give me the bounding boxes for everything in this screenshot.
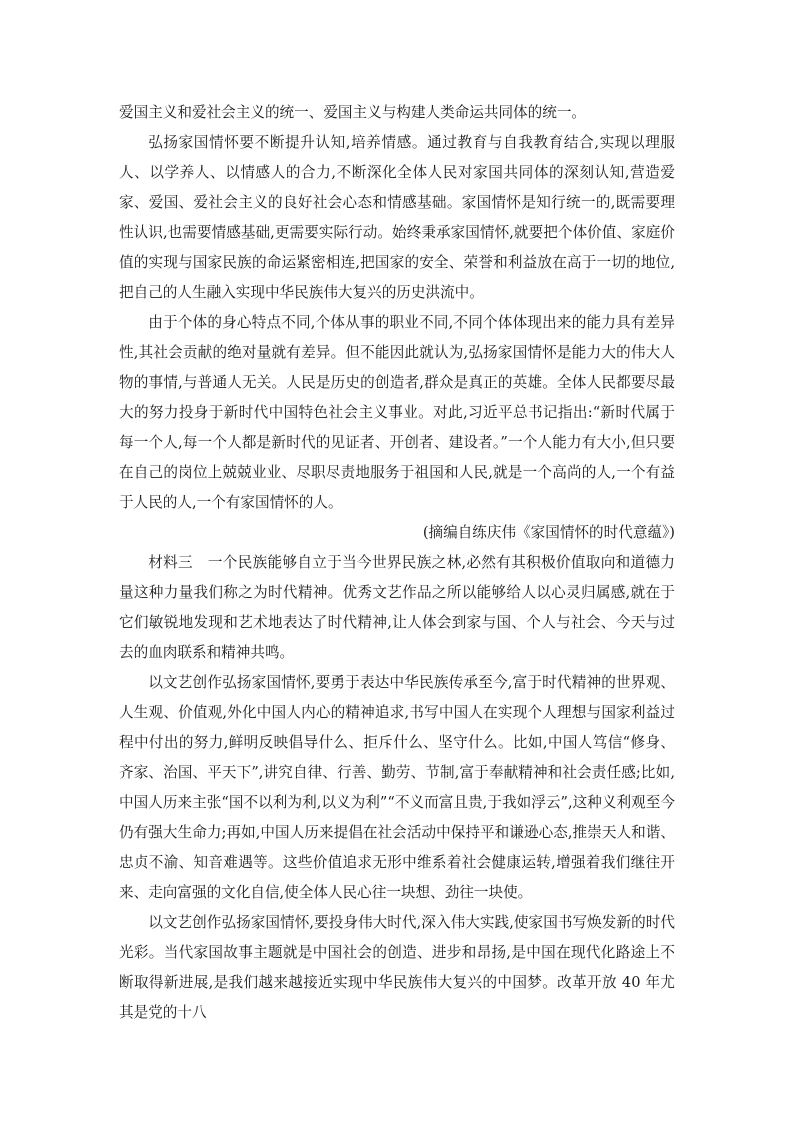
paragraph-material-three: 材料三 一个民族能够自立于当今世界民族之林,必然有其积极价值取向和道德力量这种力量我们称之为时代精神。优秀文艺作品之所以能够给人以心灵归属感,就在于它们敏锐地发现和艺术地表达了时代精神,让人体会到家与国、个人与社会、今天与过去的血肉联系和精神共鸣。 xyxy=(119,554,675,661)
paragraph-literary-values: 以文艺创作弘扬家国情怀,要勇于表达中华民族传承至今,富于时代精神的世界观、人生观、价值观,外化中国人内心的精神追求,书写中国人在实现个人理想与国家利益过程中付出的努力,鲜明反映倡导什么、拒斥什么、坚守什么。比如,中国人笃信“修身、齐家、治国、平天下”,讲究自律、行善、勤劳、节制,富于奉献精神和社会责任感;比如,中国人历来主张“国不以利为利,以义为利”“不义而富且贵,于我如浮云”,这种义利观至今仍有强大生命力;再如,中国人历来提倡在社会活动中保持平和谦逊心态,推崇天人和谐、忠贞不渝、知音难遇等。这些价值追求无形中维系着社会健康运转,增强着我们继往开来、走向富强的文化自信,使全体人民心往一块想、劲往一块使。 xyxy=(119,674,675,901)
paragraph-cultivate-emotion: 弘扬家国情怀要不断提升认知,培养情感。通过教育与自我教育结合,实现以理服人、以学养人、以情感人的合力,不断深化全体人民对家国共同体的深刻认知,营造爱家、爱国、爱社会主义的良好社会心态和情感基础。家国情怀是知行统一的,既需要理性认识,也需要情感基础,更需要实际行动。始终秉承家国情怀,就要把个体价值、家庭价值的实现与国家民族的命运紧密相连,把国家的安全、荣誉和利益放在高于一切的地位,把自己的人生融入实现中华民族伟大复兴的历史洪流中。 xyxy=(119,134,675,301)
document-body xyxy=(119,98,675,1028)
paragraph-individual-differences: 由于个体的身心特点不同,个体从事的职业不同,不同个体体现出来的能力具有差异性,其社会贡献的绝对量就有差异。但不能因此就认为,弘扬家国情怀是能力大的伟大人物的事情,与普通人无关。人民是历史的创造者,群众是真正的英雄。全体人民都要尽最大的努力投身于新时代中国特色社会主义事业。对此,习近平总书记指出:“新时代属于每一个人,每一个人都是新时代的见证者、开创者、建设者。”一个人能力有大小,但只要在自己的岗位上兢兢业业、尽职尽责地服务于祖国和人民,就是一个高尚的人,一个有益于人民的人,一个有家国情怀的人。 xyxy=(119,314,675,511)
paragraph-continuation: 爱国主义和爱社会主义的统一、爱国主义与构建人类命运共同体的统一。 xyxy=(119,104,587,121)
source-citation: (摘编自练庆伟《家国情怀的时代意蕴》) xyxy=(422,524,675,541)
paragraph-great-era: 以文艺创作弘扬家国情怀,要投身伟大时代,深入伟大实践,使家国书写焕发新的时代光彩。当代家国故事主题就是中国社会的创造、进步和昂扬,是中国在现代化路途上不断取得新进展,是我们越来越接近实现中华民族伟大复兴的中国梦。改革开放 40 年尤其是党的十八 xyxy=(119,914,675,1021)
